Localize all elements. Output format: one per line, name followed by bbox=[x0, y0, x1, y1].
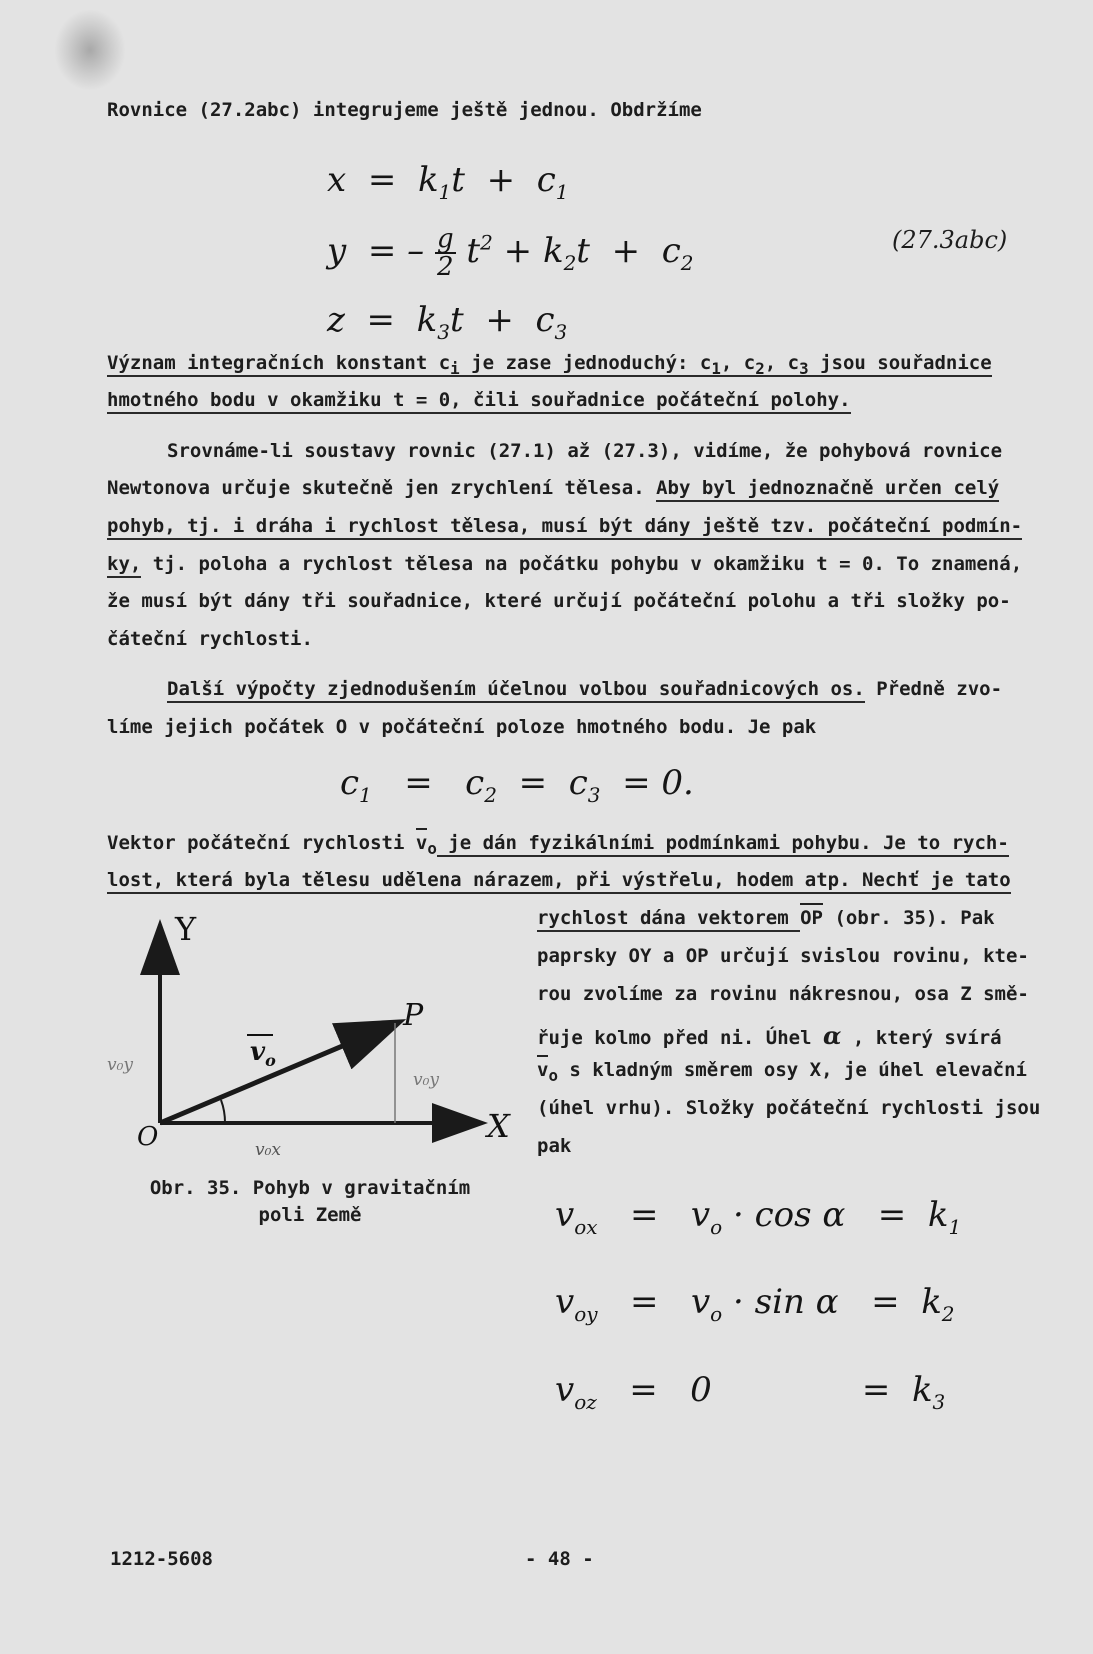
angle-arc bbox=[221, 1100, 225, 1123]
right-line-6: (úhel vrhu). Složky počáteční rychlosti jsou bbox=[537, 1097, 1041, 1119]
right-line-5: $v_o$ s kladným směrem osy X, je úhel elevační bbox=[537, 1059, 1027, 1085]
x-axis-label: X bbox=[487, 1107, 510, 1145]
vector-label: $v_o$ bbox=[250, 1037, 276, 1070]
document-code: 1212-5608 bbox=[110, 1548, 213, 1570]
constants-line-1: Význam integračních konstant $c_i$ je zase jednoduchý: $c_1$, $c_2$, $c_3$ jsou souřadnice bbox=[107, 352, 992, 378]
constants-line-2: hmotného bodu v okamžiku t = 0, čili souřadnice počáteční polohy. bbox=[107, 389, 851, 411]
right-line-3: rou zvolíme za rovinu nákresnou, osa Z smě- bbox=[537, 983, 1029, 1005]
para2-line-2: Newtonova určuje skutečně jen zrychlení tělesa. Aby byl jednoznačně určen celý bbox=[107, 477, 999, 499]
figure-caption: Obr. 35. Pohyb v gravitačním poli Země bbox=[149, 1177, 471, 1226]
para2-line-3: pohyb, tj. i dráha i rychlost tělesa, musí být dány ještě tzv. počáteční podmín- bbox=[107, 515, 1022, 537]
para2-line-1: Srovnáme-li soustavy rovnic (27.1) až (27.3), vidíme, že pohybová rovnice bbox=[167, 440, 1003, 462]
vox-label: v₀x bbox=[255, 1140, 282, 1160]
equation-vox: $v_{ox}$ = $v_o \cdot \cos \alpha$ = $k_1$ bbox=[555, 1195, 962, 1239]
equation-constants-zero: $c_1$ = $c_2 = c_3 = 0$. bbox=[340, 763, 694, 807]
equation-y: y = – $\frac{g}{2}$ $t^2 + k_2t + c_2$ bbox=[327, 224, 694, 282]
para4-line-1: Vektor počáteční rychlosti $v_o$ je dán fyzikálními podmínkami pohybu. Je to rych- bbox=[107, 832, 1009, 858]
figure-35-diagram bbox=[95, 905, 515, 1170]
ink-blot bbox=[55, 10, 125, 90]
para3-line-2: líme jejich počátek O v počáteční poloze hmotného bodu. Je pak bbox=[107, 716, 817, 738]
y-axis-label: Y bbox=[175, 910, 197, 948]
intro-line: Rovnice (27.2abc) integrujeme ještě jednou. Obdržíme bbox=[107, 99, 702, 121]
right-line-4: řuje kolmo před ni. Úhel α , který svírá bbox=[537, 1021, 1002, 1050]
page-number: - 48 - bbox=[525, 1548, 594, 1570]
origin-label: O bbox=[137, 1122, 159, 1152]
voy-label: v₀y bbox=[413, 1070, 440, 1090]
right-line-2: paprsky OY a OP určují svislou rovinu, kte- bbox=[537, 945, 1029, 967]
voy-left-label: v₀y bbox=[107, 1055, 134, 1075]
velocity-vector-line bbox=[160, 1023, 397, 1123]
para4-line-2: lost, která byla tělesu udělena nárazem, při výstřelu, hodem atp. Nechť je tato bbox=[107, 869, 1011, 891]
para2-line-4: ky, tj. poloha a rychlost tělesa na počátku pohybu v okamžiku t = 0. To znamená, bbox=[107, 553, 1022, 575]
para3-line-1: Další výpočty zjednodušením účelnou volbou souřadnicových os. Předně zvo- bbox=[167, 678, 1002, 700]
equation-x: $x = k_1t + c_1$ bbox=[327, 160, 569, 204]
para2-line-5: že musí být dány tři souřadnice, které určují počáteční polohu a tři složky po- bbox=[107, 590, 1011, 612]
equation-label-27-3abc: (27.3abc) bbox=[892, 226, 1008, 254]
right-line-7: pak bbox=[537, 1135, 572, 1157]
equation-voy: $v_{oy}$ = $v_o \cdot \sin \alpha$ = $k_2$ bbox=[555, 1282, 955, 1326]
point-p-label: P bbox=[403, 998, 424, 1033]
para2-line-6: čáteční rychlosti. bbox=[107, 628, 313, 650]
right-line-1: rychlost dána vektorem OP (obr. 35). Pak bbox=[537, 907, 995, 929]
equation-voz: $v_{oz}$ = $0 = k_3$ bbox=[555, 1370, 946, 1414]
equation-z: $z = k_3t + c_3$ bbox=[327, 300, 568, 344]
